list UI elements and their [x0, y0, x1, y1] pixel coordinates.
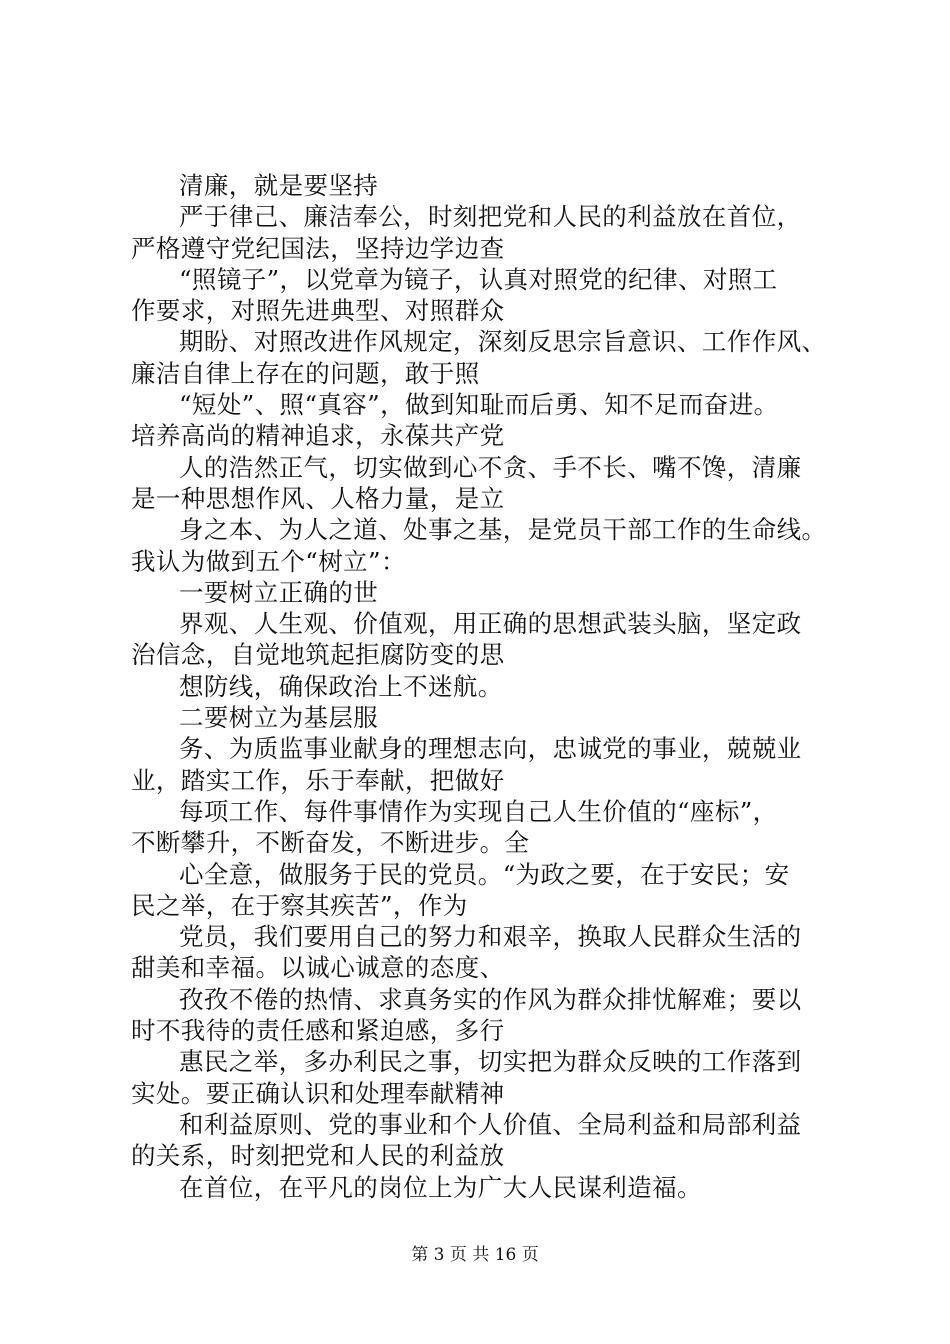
text-line: 界观、人生观、价值观，用正确的思想武装头脑，坚定政 [179, 609, 802, 639]
text-line: 二要树立为基层服 [179, 703, 379, 733]
text-line: 务、为质监事业献身的理想志向，忠诚党的事业，兢兢业 [179, 734, 802, 764]
text-line: 业，踏实工作，乐于奉献，把做好 [131, 765, 505, 795]
page-footer [0, 1240, 950, 1265]
text-line: 不断攀升，不断奋发，不断进步。全 [131, 828, 530, 858]
text-line: 民之举，在于察其疾苦”，作为 [131, 890, 468, 920]
text-line: 实处。要正确认识和处理奉献精神 [131, 1078, 505, 1108]
text-line: 培养高尚的精神追求，永葆共产党 [131, 421, 505, 451]
text-line: 时不我待的责任感和紧迫感，多行 [131, 1016, 505, 1046]
text-line: 严于律己、廉洁奉公，时刻把党和人民的利益放在首位， [179, 202, 802, 232]
text-line: 作要求，对照先进典型、对照群众 [131, 296, 505, 326]
text-line: 孜孜不倦的热情、求真务实的作风为群众排忧解难；要以 [179, 984, 802, 1014]
text-line: 每项工作、每件事情作为实现自己人生价值的“座标”， [179, 796, 778, 826]
text-line: 廉洁自律上存在的问题，敢于照 [131, 358, 480, 388]
text-line: 惠民之举，多办利民之事，切实把为群众反映的工作落到 [179, 1047, 802, 1077]
text-line: 清廉，就是要坚持 [179, 171, 379, 200]
text-line: “短处”、照“真容”，做到知耻而后勇、知不足而奋进。 [179, 390, 779, 420]
text-line: 我认为做到五个“树立”： [131, 546, 406, 576]
text-line: 甜美和幸福。以诚心诚意的态度、 [131, 953, 505, 983]
document-body [131, 170, 851, 1203]
text-line: 严格遵守党纪国法，坚持边学边查 [131, 233, 505, 263]
text-line: 身之本、为人之道、处事之基，是党员干部工作的生命线。 [179, 515, 827, 545]
page-number: 第 3 页 共 16 页 [411, 1245, 539, 1265]
text-line: 人的浩然正气，切实做到心不贪、手不长、嘴不馋，清廉 [179, 452, 802, 482]
text-line: 在首位，在平凡的岗位上为广大人民谋利造福。 [179, 1172, 702, 1202]
text-line: 期盼、对照改进作风规定，深刻反思宗旨意识、工作作风、 [179, 327, 827, 357]
text-line: 心全意，做服务于民的党员。“为政之要，在于安民；安 [179, 859, 790, 889]
text-line: 治信念，自觉地筑起拒腐防变的思 [131, 640, 505, 670]
text-line: 党员，我们要用自己的努力和艰辛，换取人民群众生活的 [179, 922, 802, 952]
text-line: 的关系，时刻把党和人民的利益放 [131, 1141, 505, 1171]
text-line: 是一种思想作风、人格力量，是立 [131, 483, 505, 513]
text-line: 和利益原则、党的事业和个人价值、全局利益和局部利益 [179, 1109, 802, 1139]
text-line: 想防线，确保政治上不迷航。 [179, 671, 503, 701]
text-line: “照镜子”，以党章为镜子，认真对照党的纪律、对照工 [179, 264, 778, 294]
text-line: 一要树立正确的世 [179, 577, 379, 607]
